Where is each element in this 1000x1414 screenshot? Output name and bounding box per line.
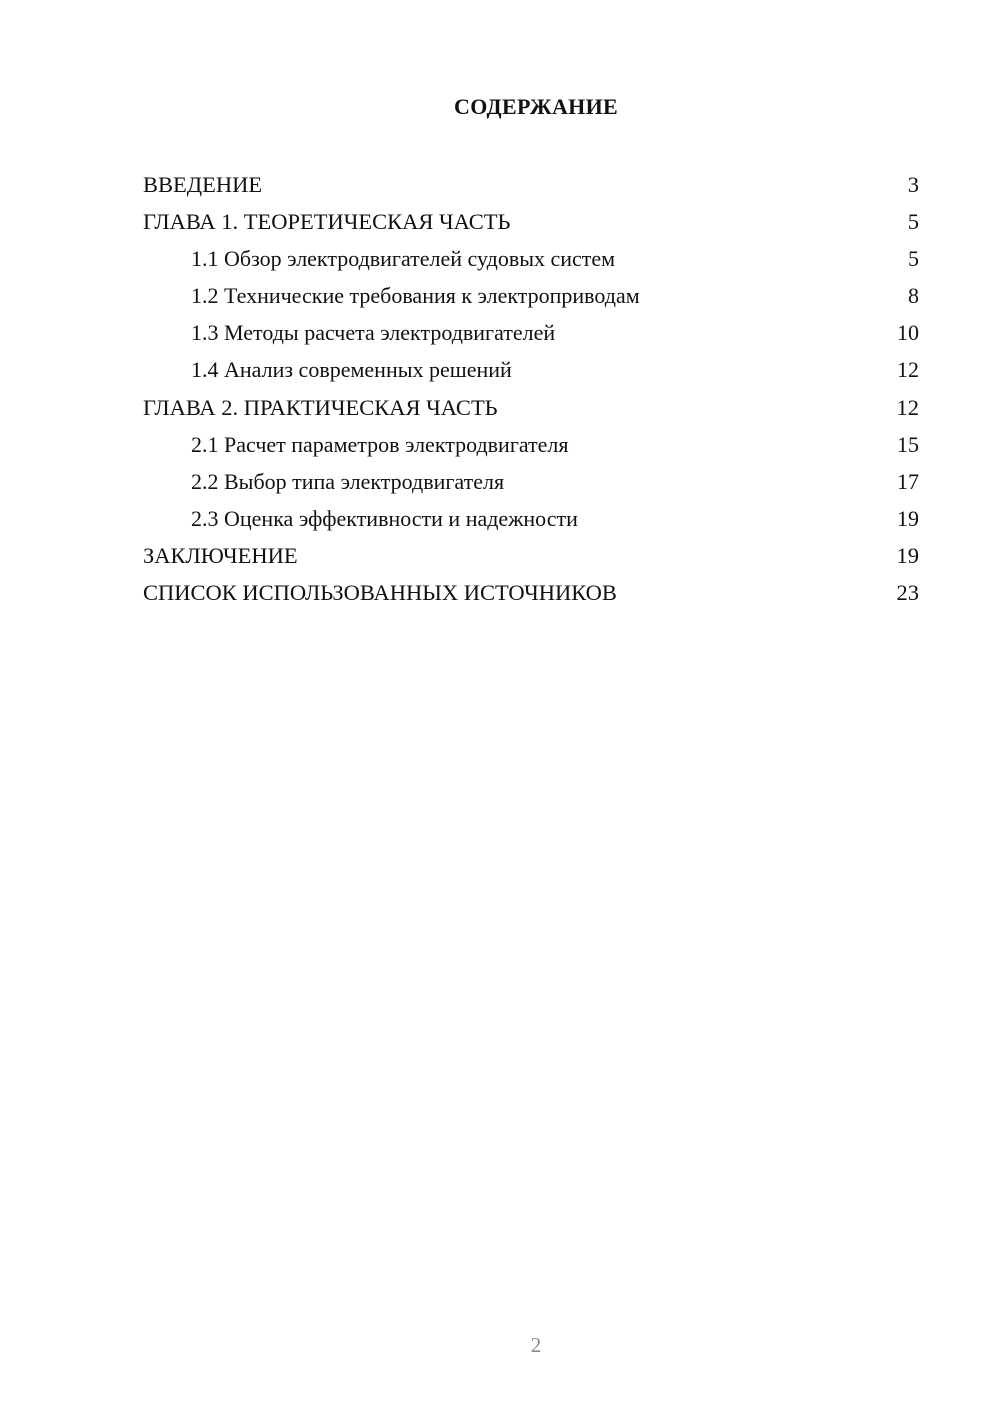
toc-entry-label: 2.2 Выбор типа электродвигателя <box>191 468 505 494</box>
toc-entry-label: 2.1 Расчет параметров электродвигателя <box>191 431 569 457</box>
toc-entry-section-1-1[interactable] <box>143 240 919 277</box>
toc-entry-label: СПИСОК ИСПОЛЬЗОВАННЫХ ИСТОЧНИКОВ <box>143 580 617 606</box>
toc-entry-section-1-4[interactable] <box>143 351 919 388</box>
toc-entry-page: 17 <box>897 468 919 494</box>
toc-entry-page: 12 <box>897 357 919 383</box>
toc-entry-page: 3 <box>907 172 919 197</box>
toc-entry-label: 1.4 Анализ современных решений <box>191 357 512 383</box>
toc-entry-section-2-2[interactable] <box>143 463 919 500</box>
toc-title: СОДЕРЖАНИЕ <box>454 94 618 119</box>
toc-entry-page: 12 <box>896 394 919 420</box>
toc-entry-label: ЗАКЛЮЧЕНИЕ <box>143 542 298 568</box>
toc-entry-chapter-2[interactable] <box>143 389 919 426</box>
toc-entry-page: 19 <box>896 542 919 568</box>
toc-entry-page: 10 <box>897 320 919 346</box>
toc-entry-label: 1.1 Обзор электродвигателей судовых систем <box>191 246 616 272</box>
toc-entry-label: ГЛАВА 2. ПРАКТИЧЕСКАЯ ЧАСТЬ <box>143 394 498 420</box>
toc-entry-introduction[interactable] <box>143 166 919 203</box>
toc-entry-page: 5 <box>908 246 919 272</box>
toc-entry-page: 23 <box>896 580 919 606</box>
page-number: 2 <box>530 1333 542 1357</box>
toc-entry-label: 1.3 Методы расчета электродвигателей <box>191 320 556 346</box>
toc-entry-page: 5 <box>907 209 919 235</box>
toc-entry-conclusion[interactable] <box>143 537 919 574</box>
table-of-contents <box>143 166 919 611</box>
toc-entry-section-2-3[interactable] <box>143 500 919 537</box>
toc-entry-label: ВВЕДЕНИЕ <box>143 172 263 197</box>
toc-entry-label: 1.2 Технические требования к электроприводам <box>191 283 640 309</box>
toc-entry-references[interactable] <box>143 574 919 611</box>
toc-entry-section-1-2[interactable] <box>143 277 919 314</box>
toc-entry-page: 15 <box>897 431 919 457</box>
toc-entry-label: 2.3 Оценка эффективности и надежности <box>191 505 578 531</box>
toc-entry-page: 19 <box>897 505 919 531</box>
toc-entry-section-1-3[interactable] <box>143 314 919 351</box>
toc-entry-label: ГЛАВА 1. ТЕОРЕТИЧЕСКАЯ ЧАСТЬ <box>143 209 511 235</box>
toc-entry-page: 8 <box>908 283 919 309</box>
toc-entry-section-2-1[interactable] <box>143 426 919 463</box>
toc-entry-chapter-1[interactable] <box>143 203 919 240</box>
